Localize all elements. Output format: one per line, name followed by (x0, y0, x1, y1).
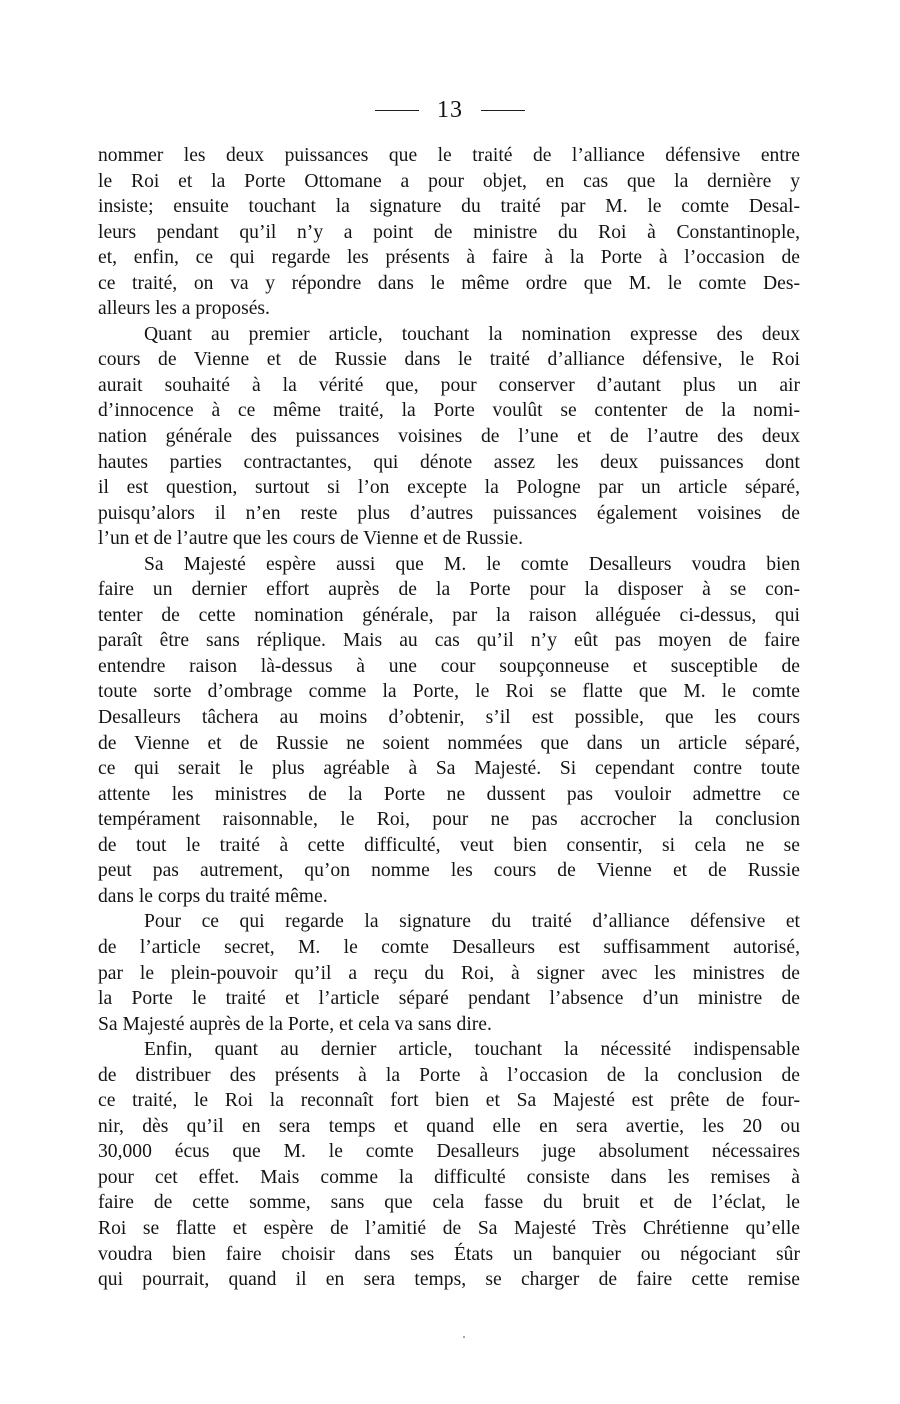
text-line: leurs pendant qu’il n’y a point de ministre du Roi à Constantinople, (98, 221, 800, 243)
text-line: insiste; ensuite touchant la signature du traité par M. le comte Desal- (98, 196, 800, 218)
paragraph (98, 909, 800, 1037)
text-line: puisqu’alors il n’en reste plus d’autres puissances également voisines de (98, 502, 800, 524)
text-line: faire de cette somme, sans que cela fasse du bruit et de l’éclat, le (98, 1192, 800, 1214)
text-line: nommer les deux puissances que le traité de l’alliance défensive entre (98, 145, 800, 166)
text-line: dans le corps du traité même. (98, 885, 328, 907)
text-line: cours de Vienne et de Russie dans le traité d’alliance défensive, le Roi (98, 349, 800, 371)
text-line: tempérament raisonnable, le Roi, pour ne pas accrocher la conclusion (98, 809, 800, 831)
page-number: 13 (437, 96, 463, 123)
text-line: nation générale des puissances voisines de l’une et de l’autre des deux (98, 426, 800, 448)
text-line: ce traité, on va y répondre dans le même ordre que M. le comte Des- (98, 272, 800, 294)
text-line: ce traité, le Roi la reconnaît fort bien et Sa Majesté est prête de four- (98, 1090, 800, 1112)
text-line: de l’article secret, M. le comte Desalleurs est suffisamment autorisé, (98, 936, 800, 958)
text-line: pour cet effet. Mais comme la difficulté consiste dans les remises à (98, 1166, 800, 1188)
page-header (0, 92, 900, 128)
text-line: la Porte le traité et l’article séparé pendant l’absence d’un ministre de (98, 988, 800, 1010)
text-line: nir, dès qu’il en sera temps et quand elle en sera avertie, les 20 ou (98, 1115, 800, 1137)
paragraph (98, 143, 800, 322)
text-line: paraît être sans réplique. Mais au cas qu’il n’y eût pas moyen de faire (98, 630, 800, 652)
text-line: Sa Majesté espère aussi que M. le comte Desalleurs voudra bien (144, 553, 800, 575)
text-line: toute sorte d’ombrage comme la Porte, le Roi se flatte que M. le comte (98, 681, 800, 703)
text-line: tenter de cette nomination générale, par la raison alléguée ci-dessus, qui (98, 604, 800, 626)
text-line: l’un et de l’autre que les cours de Vienne et de Russie. (98, 528, 524, 550)
text-line: de tout le traité à cette difficulté, veut bien consentir, si cela ne se (98, 834, 800, 856)
text-line: voudra bien faire choisir dans ses États un banquier ou négociant sûr (98, 1243, 800, 1265)
body-text (98, 143, 800, 1293)
paragraph (98, 552, 800, 910)
text-line: ce qui serait le plus agréable à Sa Majesté. Si cependant contre toute (98, 758, 800, 780)
text-line: attente les ministres de la Porte ne dussent pas vouloir admettre ce (98, 783, 800, 805)
text-line: Quant au premier article, touchant la nomination expresse des deux (144, 323, 800, 345)
header-rule-right (481, 110, 525, 111)
paragraph (98, 322, 800, 552)
text-line: aurait souhaité à la vérité que, pour conserver d’autant plus un air (98, 374, 800, 396)
text-line: 30,000 écus que M. le comte Desalleurs juge absolument nécessaires (98, 1141, 800, 1163)
text-line: faire un dernier effort auprès de la Porte pour la disposer à se con- (98, 579, 800, 601)
text-line: Desalleurs tâchera au moins d’obtenir, s’il est possible, que les cours (98, 707, 800, 729)
text-line: qui pourrait, quand il en sera temps, se charger de faire cette remise (98, 1269, 800, 1291)
text-line: Enfin, quant au dernier article, touchant la nécessité indispensable (144, 1039, 800, 1061)
text-line: Roi se flatte et espère de l’amitié de Sa Majesté Très Chrétienne qu’elle (98, 1217, 800, 1239)
text-line: Sa Majesté auprès de la Porte, et cela va sans dire. (98, 1013, 492, 1035)
text-line: de Vienne et de Russie ne soient nommées que dans un article séparé, (98, 732, 800, 754)
text-line: d’innocence à ce même traité, la Porte voulût se contenter de la nomi- (98, 400, 800, 422)
text-line: peut pas autrement, qu’on nomme les cours de Vienne et de Russie (98, 860, 800, 882)
text-line: alleurs les a proposés. (98, 298, 270, 320)
text-line: il est question, surtout si l’on excepte la Pologne par un article séparé, (98, 477, 800, 499)
paragraph (98, 1037, 800, 1292)
text-line: hautes parties contractantes, qui dénote assez les deux puissances dont (98, 451, 800, 473)
text-line: et, enfin, ce qui regarde les présents à faire à la Porte à l’occasion de (98, 247, 800, 269)
header-rule-left (375, 110, 419, 111)
text-line: de distribuer des présents à la Porte à l’occasion de la conclusion de (98, 1064, 800, 1086)
text-line: Pour ce qui regarde la signature du traité d’alliance défensive et (144, 911, 800, 933)
text-line: par le plein-pouvoir qu’il a reçu du Roi, à signer avec les ministres de (98, 962, 800, 984)
page-speck (463, 1336, 465, 1338)
text-line: le Roi et la Porte Ottomane a pour objet, en cas que la dernière y (98, 170, 800, 192)
text-line: entendre raison là-dessus à une cour soupçonneuse et susceptible de (98, 655, 800, 677)
